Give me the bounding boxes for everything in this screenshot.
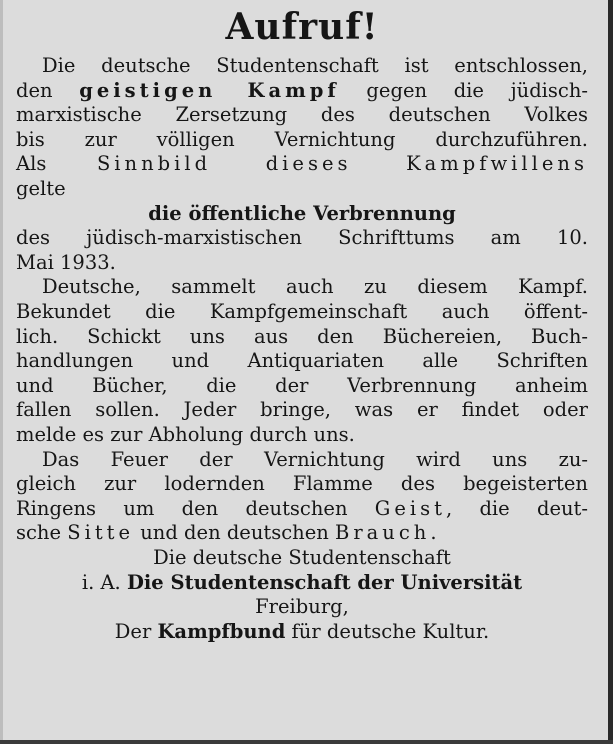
p1-emphasis-sinnbild: Sinnbild dieses Kampfwillens bbox=[96, 152, 588, 176]
p4-line-2: gleich zur lodernden Flamme des begeisterten bbox=[16, 472, 588, 496]
signature-block bbox=[16, 546, 588, 645]
p3-line-4: handlungen und Antiquariaten alle Schriften bbox=[16, 349, 588, 373]
p1-line-2 bbox=[16, 79, 588, 104]
p4-emphasis-brauch: Brauch bbox=[335, 521, 431, 545]
p1-line-2-a: den bbox=[16, 78, 80, 102]
p3-line-6: fallen sollen. Jeder bringe, was er findet oder bbox=[16, 398, 588, 422]
p4-line-4-c: und den deutschen bbox=[134, 521, 336, 545]
p4-line-4-a: sche bbox=[16, 521, 68, 545]
p3-line-5: und Bücher, die der Verbrennung anheim bbox=[16, 373, 588, 397]
p1-line-2-c: gegen die jüdisch- bbox=[339, 78, 588, 102]
article-body bbox=[16, 4, 588, 645]
p3-line-3: lich. Schickt uns aus den Büchereien, Buch- bbox=[16, 324, 588, 348]
p4-emphasis-sitte: Sitte bbox=[67, 521, 135, 545]
p3-line-1: Deutsche, sammelt auch zu diesem Kampf. bbox=[42, 275, 588, 299]
p1-emphasis-geistigen-kampf: geistigen Kampf bbox=[79, 78, 340, 102]
signature-line-2 bbox=[16, 571, 588, 596]
p4-line-3 bbox=[16, 497, 588, 522]
signature-line-3: Freiburg, bbox=[255, 595, 349, 619]
p4-line-4 bbox=[16, 521, 588, 546]
p3-line-2: Bekundet die Kampfgemeinschaft auch öffent- bbox=[16, 299, 588, 323]
p2-line-2: Mai 1933. bbox=[16, 250, 116, 274]
scan-edge-right bbox=[608, 0, 613, 744]
signature-line-1: Die deutsche Studentenschaft bbox=[153, 545, 451, 569]
paragraph-2 bbox=[16, 226, 588, 275]
p1-line-5 bbox=[16, 152, 588, 177]
scan-edge-bottom bbox=[0, 740, 613, 744]
p4-line-3-c: , die deut- bbox=[445, 496, 588, 520]
p1-line-5-a: Als bbox=[16, 152, 97, 176]
p2-line-1: des jüdisch-marxistischen Schrifttums am 10. bbox=[16, 226, 588, 250]
p4-emphasis-geist: Geist bbox=[374, 496, 446, 520]
p1-line-3: marxistische Zersetzung des deutschen Volkes bbox=[16, 103, 588, 127]
p3-line-7: melde es zur Abholung durch uns. bbox=[16, 422, 355, 446]
p4-line-1: Das Feuer der Vernichtung wird uns zu- bbox=[42, 447, 588, 471]
signature-line-4 bbox=[16, 620, 588, 645]
signature-line-2-a: i. A. bbox=[81, 570, 127, 594]
scan-edge-left bbox=[0, 0, 3, 744]
p1-line-1: Die deutsche Studentenschaft ist entschlossen, bbox=[42, 54, 588, 77]
signature-kampfbund: Kampfbund bbox=[157, 620, 286, 644]
article-title: Aufruf! bbox=[225, 6, 379, 48]
paragraph-4 bbox=[16, 448, 588, 546]
p1-line-4: bis zur völligen Vernichtung durchzuführen. bbox=[16, 127, 588, 151]
signature-university: Die Studentenschaft der Universität bbox=[126, 570, 523, 594]
paragraph-3 bbox=[16, 275, 588, 447]
paragraph-1 bbox=[16, 54, 588, 202]
p1-line-6: gelte bbox=[16, 176, 66, 200]
signature-line-4-a: Der bbox=[114, 620, 158, 644]
headline-verbrennung: die öffentliche Verbrennung bbox=[148, 201, 456, 225]
signature-line-4-c: für deutsche Kultur. bbox=[285, 620, 490, 644]
p4-line-3-a: Ringens um den deutschen bbox=[16, 496, 375, 520]
p4-line-4-e: . bbox=[430, 521, 437, 545]
